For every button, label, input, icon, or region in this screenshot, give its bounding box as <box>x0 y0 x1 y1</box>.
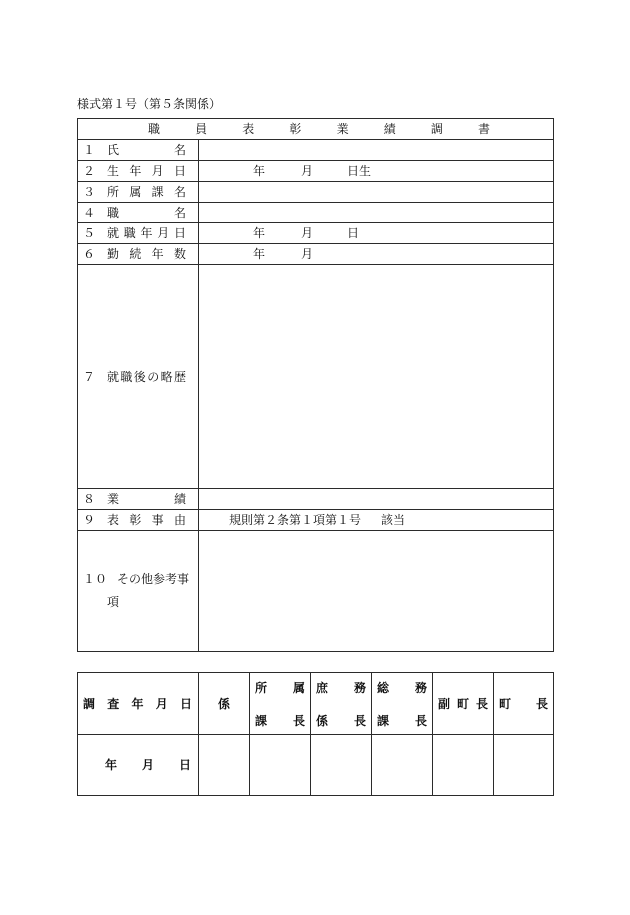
position-value-cell <box>199 203 554 223</box>
item-label: 氏名 <box>107 143 186 157</box>
row-employment-date <box>78 223 554 244</box>
year-unit: 年 <box>253 247 266 261</box>
label-cell <box>78 161 199 182</box>
item-label-group <box>78 492 198 506</box>
commendation-record-table <box>77 118 554 652</box>
row-other-remarks <box>78 531 554 652</box>
department-value-cell <box>199 182 554 203</box>
item-label: 所属課名 <box>107 185 186 199</box>
form-number-label: 様式第１号（第５条関係） <box>77 97 222 111</box>
item-label-group <box>78 164 198 178</box>
staff-header: 係 <box>217 696 230 711</box>
year-unit: 年 <box>253 226 266 240</box>
employment-date-value-cell <box>199 223 554 244</box>
item-number: ５ <box>83 226 96 240</box>
subsection-chief-header-cell <box>311 673 372 735</box>
row-position <box>78 203 554 223</box>
day-unit: 日 <box>178 758 191 772</box>
label-cell <box>78 489 199 510</box>
item-label: 業績 <box>107 492 186 506</box>
item-label: その他参考事項 <box>107 572 190 609</box>
date-fields <box>199 226 553 240</box>
row-years-of-service <box>78 244 554 265</box>
item-number: ７ <box>83 369 96 384</box>
row-achievements <box>78 489 554 510</box>
section-chief-header-cell <box>250 673 311 735</box>
reason-fields <box>199 513 553 527</box>
item-number: ４ <box>83 205 96 220</box>
title-cell <box>78 119 554 140</box>
month-unit: 月 <box>301 247 314 261</box>
item-label-group <box>78 185 198 199</box>
item-label: 表彰事由 <box>107 513 186 527</box>
survey-date-header: 調査年月日 <box>83 696 192 711</box>
label-cell <box>78 510 199 531</box>
item-label-group <box>78 247 198 261</box>
month-unit: 月 <box>301 226 314 240</box>
section-chief-header <box>250 674 310 734</box>
item-label: 就職後の略歴 <box>107 369 186 384</box>
item-number: １０ <box>83 572 108 586</box>
item-label-group <box>78 206 198 220</box>
header-line-1: 総務 <box>377 680 427 695</box>
birth-date-value-cell <box>199 161 554 182</box>
years-of-service-value-cell <box>199 244 554 265</box>
row-birth-date <box>78 161 554 182</box>
label-cell <box>78 244 199 265</box>
month-unit: 月 <box>301 164 314 178</box>
title-row <box>78 119 554 140</box>
mayor-header-cell <box>494 673 554 735</box>
general-affairs-chief-stamp-cell <box>372 735 433 796</box>
duration-fields <box>199 247 553 261</box>
day-unit: 日 <box>347 226 360 240</box>
date-fields <box>199 164 553 178</box>
year-unit: 年 <box>105 758 118 772</box>
item-number: ２ <box>83 164 96 178</box>
item-label-group <box>83 568 193 614</box>
item-label-group <box>78 513 198 527</box>
day-born-unit: 日生 <box>347 164 372 178</box>
survey-date-fields <box>105 758 191 772</box>
approval-header-row <box>78 673 554 735</box>
label-cell <box>78 531 199 652</box>
approval-stamp-row <box>78 735 554 796</box>
year-unit: 年 <box>253 164 266 178</box>
mayor-header: 町長 <box>499 696 548 711</box>
label-cell <box>78 223 199 244</box>
rule-reference: 規則第２条第１項第１号 <box>229 513 362 527</box>
subsection-chief-stamp-cell <box>311 735 372 796</box>
item-number: ６ <box>83 247 96 261</box>
row-department <box>78 182 554 203</box>
item-label-group <box>78 143 198 157</box>
other-remarks-value-cell <box>199 531 554 652</box>
deputy-mayor-header-cell <box>433 673 494 735</box>
general-affairs-chief-header <box>372 674 432 734</box>
staff-header-cell <box>199 673 250 735</box>
survey-date-cell <box>78 735 199 796</box>
label-cell <box>78 140 199 161</box>
name-value-cell <box>199 140 554 161</box>
staff-stamp-cell <box>199 735 250 796</box>
survey-date-header-cell <box>78 673 199 735</box>
row-career-history <box>78 265 554 489</box>
header-line-2: 課長 <box>255 713 305 728</box>
row-name <box>78 140 554 161</box>
mayor-stamp-cell <box>494 735 554 796</box>
subsection-chief-header <box>311 674 371 734</box>
deputy-mayor-header: 副町長 <box>438 696 488 711</box>
label-cell <box>78 265 199 489</box>
approval-stamp-table <box>77 672 554 796</box>
label-cell <box>78 203 199 223</box>
item-label: 生年月日 <box>107 164 186 178</box>
header-line-1: 庶務 <box>316 680 366 695</box>
section-chief-stamp-cell <box>250 735 311 796</box>
item-number: １ <box>83 143 96 157</box>
month-unit: 月 <box>141 758 154 772</box>
header-line-2: 係長 <box>316 713 366 728</box>
deputy-mayor-stamp-cell <box>433 735 494 796</box>
item-label-group <box>78 226 198 240</box>
item-label-group <box>78 370 198 384</box>
item-label: 職名 <box>107 205 186 220</box>
applicable-status: 該当 <box>381 513 406 527</box>
item-label: 勤続年数 <box>107 247 186 261</box>
form-title: 職員表彰業績調書 <box>148 122 490 136</box>
item-number: ３ <box>83 185 96 199</box>
career-history-value-cell <box>199 265 554 489</box>
header-line-1: 所属 <box>255 680 305 695</box>
row-commendation-reason <box>78 510 554 531</box>
commendation-reason-value-cell <box>199 510 554 531</box>
general-affairs-chief-header-cell <box>372 673 433 735</box>
item-label: 就職年月日 <box>107 226 186 240</box>
label-cell <box>78 182 199 203</box>
item-number: ９ <box>83 513 96 527</box>
header-line-2: 課長 <box>377 713 427 728</box>
item-number: ８ <box>83 492 96 506</box>
achievements-value-cell <box>199 489 554 510</box>
